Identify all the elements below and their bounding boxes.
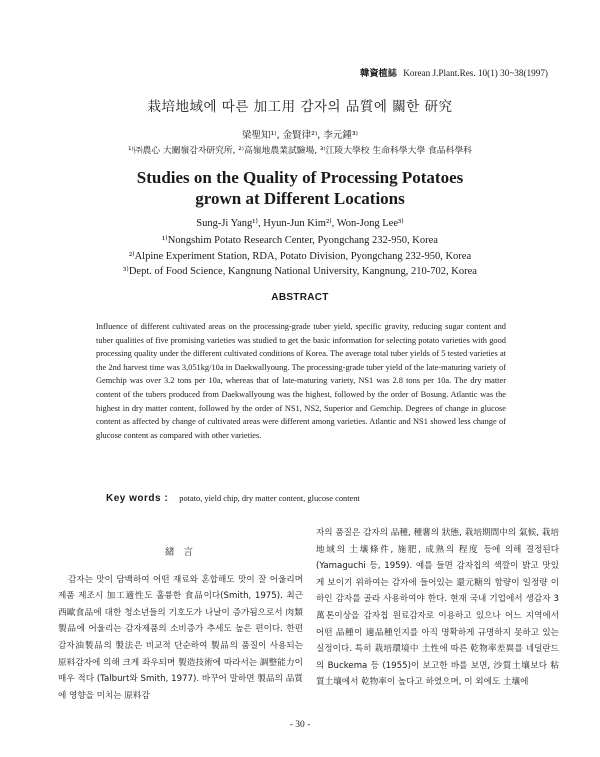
abstract-text: Influence of different cultivated areas on the processing-grade tuber yield, specific gravity, reducing sugar content and tuber qualities of five promising varieties was studied to get the basic information for selecting potato varieties with good processing quality under the different cultivated conditions of Korea. The average total tuber yields of 5 tested varieties at the 2nd harvest time was 3,051kg/10a in Daekwallyoung. The processing-grade tuber yield of the late-maturing variety of Gemchip was over 3.2 tons per 10a, whereas that of late-maturing variety, NS1 was 2.8 tons per 10a. The dry matter content of the tubers produced from Daekwallyoung was the highest, followed by the order of Bosung. Atlantic was the highest in dry matter content, followed by the order of NS1, NS2, Superior and Gemchip. Degrees of change in glucose content as affected by change of cultivated areas were different among varieties. Atlantic and NS1 showed less change of glucose content as compared with other varieties.	[96, 322, 506, 440]
korean-authors: 梁聖知¹⁾, 金賢律²⁾, 李元鍾³⁾	[241, 130, 358, 141]
english-title	[0, 167, 600, 209]
english-authors: Sung-Ji Yang¹⁾, Hyun-Jun Kim²⁾, Won-Jong Lee³⁾	[196, 218, 404, 229]
abstract-heading: ABSTRACT	[271, 292, 329, 303]
section-heading-introduction: 緒 言	[164, 547, 197, 558]
english-affiliation-2: ²⁾Alpine Experiment Station, RDA, Potato Division, Pyongchang 232-950, Korea	[128, 251, 472, 262]
introduction-right-column	[316, 525, 559, 691]
english-affiliation-1: ¹⁾Nongshim Potato Research Center, Pyongchang 232-950, Korea	[162, 235, 438, 246]
english-title-line-2: grown at Different Locations	[195, 189, 405, 208]
english-title-line-1: Studies on the Quality of Processing Potatoes	[136, 168, 464, 187]
journal-korean-abbrev: 韓資植誌	[360, 68, 397, 78]
korean-affiliation: ¹⁾㈜農心 大關嶺감자研究所, ²⁾高嶺地農業試驗場, ³⁾江陵大學校 生命科學大學 食品科學科	[128, 146, 472, 156]
keywords	[106, 486, 526, 505]
korean-title: 栽培地域에 따른 加工用 감자의 品質에 關한 研究	[147, 99, 453, 115]
introduction-left-column	[58, 545, 303, 704]
running-head	[360, 65, 548, 79]
keywords-label: Key words :	[106, 493, 169, 504]
keywords-value: potato, yield chip, dry matter content, glucose content	[179, 494, 360, 503]
journal-citation: Korean J.Plant.Res. 10(1) 30~38(1997)	[403, 68, 548, 78]
introduction-paragraph-left: 감자는 맛이 담백하여 어떤 재료와 혼합해도 맛이 잘 어울리며 제품 제조시 加工適性도 훌륭한 食品이다(Smith, 1975). 최근 西歐食品에 대한 청소년들의 기호도가 나날이 증가됨으로서 肉類製品에 어울리는 감자제품의 소비증가 추세도 높은 편이다. 한편 감자油製品의 製法은 비교적 단순하여 製品의 품질이 사용되는 原料감자에 의해 크게 좌우되며 製造技術에 따라서는 調整能力이 매우 적다 (Talburt와 Smith, 1977). 바꾸어 말하면 製品의 品質에 영향을 미치는 原料감	[58, 574, 303, 701]
page-number: - 30 -	[289, 720, 311, 730]
english-affiliation-3: ³⁾Dept. of Food Science, Kangnung National University, Kangnung, 210-702, Korea	[123, 266, 477, 277]
introduction-paragraph-right: 자의 품질은 감자의 品種, 種薯의 狀態, 栽培期間中의 氣候, 栽培地域의 土壤條件, 施肥, 成熟의 程度 등에 의해 결정된다(Yamaguchi 등, 1959). 예를 들면 감자칩의 색깔이 밝고 맛있게 보이기 위하여는 감자에 들어있는 還元糖의 함량이 일정량 이하인 감자를 골라 사용하여야 한다. 현재 국내 기업에서 생감자 3萬톤이상을 감자칩 원료감자로 이용하고 있으나 어느 지역에서 어떤 品種이 適品種인지를 아직 명확하게 규명하지 못하고 있는 실정이다. 특히 栽培環境中 土性에 따른 乾物率差異를 네덜란드의 Buckema 등 (1955)이 보고한 바를 보면, 沙質土壤보다 粘質土壤에서 乾物率이 높다고 하였으며, 이 외에도 土壤에	[316, 528, 559, 688]
